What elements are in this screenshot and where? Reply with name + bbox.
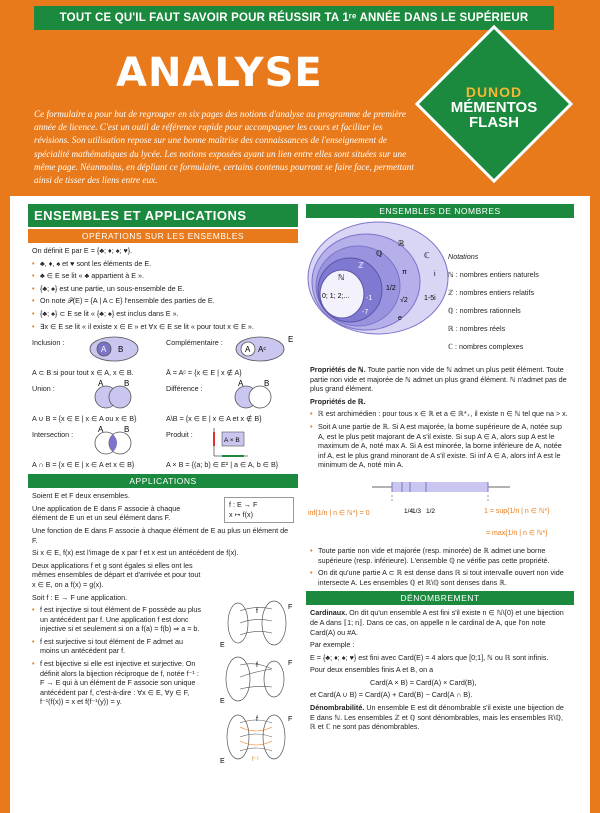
map-box-line1: f : E → F xyxy=(229,500,258,510)
app-line-3: Si x ∈ E, f(x) est l'image de x par f et x est un antécédent de f(x). xyxy=(32,548,239,558)
tick-1-2: 1/2 xyxy=(426,507,436,515)
denombrabilite-text: Un ensemble E est dit dénombrable s'il existe une bijection de E dans ℕ. Les ensembles ℤ et ℚ sont dénombrables, mais les ensembles ℝ\ℚ, ℝ et ℂ ne sont pas dénombrables. xyxy=(310,703,564,732)
sample-q: 1/2 xyxy=(386,285,396,292)
venn-grid xyxy=(32,334,294,470)
surj-f: f xyxy=(256,662,258,670)
notations-list xyxy=(448,248,574,356)
complement-diagram xyxy=(232,334,302,364)
prop-r-bullet-2: • Toute partie non vide et majorée (resp. minorée) de ℝ admet une borne supérieure (resp. inférieure). L'ensemble ℚ ne vérifie pas cette propriété. xyxy=(310,546,570,565)
sample-e: e xyxy=(398,315,402,322)
notations-title: Notations xyxy=(448,252,479,261)
intersection-b: B xyxy=(124,426,130,435)
sample-z2: -7 xyxy=(362,309,369,316)
ops-line-1: • ♣, ♦, ♠ et ♥ sont les éléments de E. xyxy=(32,259,294,269)
tagline: TOUT CE QU'IL FAUT SAVOIR POUR RÉUSSIR TA 1ʳᵉ ANNÉE DANS LE SUPÉRIEUR xyxy=(34,6,554,30)
intersection-label: Intersection : xyxy=(32,430,74,440)
inclusion-b: B xyxy=(118,345,124,355)
logo xyxy=(430,84,558,130)
difference-formula: A\B = {x ∈ E | x ∈ A et x ∉ B} xyxy=(166,414,262,424)
section-title-ensembles: ENSEMBLES ET APPLICATIONS xyxy=(28,204,298,227)
product-formula: A × B = {(a; b) ∈ E² | a ∈ A, b ∈ B} xyxy=(166,460,279,470)
notation-N: ℕ : nombres entiers naturels xyxy=(448,270,539,279)
prop-r-bullet-3: • On dit qu'une partie A ⊂ ℝ est dense dans ℝ si tout intervalle ouvert non vide intersecte A. Les ensembles ℚ et ℝ\ℚ sont denses dans ℝ. xyxy=(310,568,570,587)
prop-r-title: Propriétés de ℝ. xyxy=(310,396,366,406)
app-bullet-injective: • f est injective si tout élément de F possède au plus un antécédent par f. Une application f est donc injective si et seulement si on a f(a) = f(b) ⇒ a = b. xyxy=(32,605,202,634)
intersection-diagram xyxy=(84,426,144,458)
complement-label: Complémentaire : xyxy=(166,338,223,348)
bij-F: F xyxy=(288,716,293,724)
example-text: E = {♣; ♦; ♠; ♥} est fini avec Card(E) = 4 alors que [0;1], ℕ ou ℝ sont infinis. xyxy=(310,652,549,662)
prop-n-title: Propriétés de ℕ. xyxy=(310,365,366,374)
left-edge-bar xyxy=(0,196,10,813)
sup-inf-illustration xyxy=(306,473,574,543)
right-column xyxy=(306,204,574,735)
complement-e: E xyxy=(288,335,294,345)
inj-f: f xyxy=(256,608,258,616)
app-line-2: Une fonction de E dans F associe à chaque élément de E au plus un élément de F. xyxy=(32,525,289,545)
venn-inclusion xyxy=(32,334,160,378)
product-label: Produit : xyxy=(166,430,193,440)
ops-line-2: • ♣ ∈ E se lit « ♣ appartient à E ». xyxy=(32,271,294,281)
venn-complement xyxy=(166,334,294,378)
union-a: A xyxy=(98,380,104,389)
sup-formula: 1 = sup{1/n | n ∈ ℕ*} xyxy=(484,507,550,515)
difference-diagram xyxy=(224,380,284,412)
notation-R: ℝ : nombres réels xyxy=(448,324,506,333)
difference-b: B xyxy=(264,380,270,389)
denombrement-title: DÉNOMBREMENT xyxy=(306,591,574,605)
card-product-formula: Card(A × B) = Card(A) × Card(B), xyxy=(370,677,477,687)
intro-text: Ce formulaire a pour but de regrouper en six pages des notions d'analyse au programme de première année de licence. C'est un outil de référence rapide pour accompagner les cours et faciliter les révisions. Son utilisation repose sur une bonne maîtrise des connaissances de l'enseignement de spécialité mathématiques du lycée. Les notions exposées ayant un lien entre elles sont situées sur une même page. Néanmoins, en dépliant ce formulaire, certains contenus pourront se faire face, permettant ainsi de tisser des liens entre eux. xyxy=(34,109,414,186)
ops-line-6: • ∃x ∈ E se lit « il existe x ∈ E » et ∀x ∈ E se lit « pour tout x ∈ E ». xyxy=(32,322,294,332)
max-formula: = max{1/n | n ∈ ℕ*} xyxy=(486,529,548,537)
set-C: ℂ xyxy=(424,251,430,260)
set-R: ℝ xyxy=(398,239,405,248)
cardinaux xyxy=(310,608,570,637)
notation-C: ℂ : nombres complexes xyxy=(448,342,524,351)
prop-r-bullet-0: • ℝ est archimédien : pour tous x ∈ ℝ et a ∈ ℝ*₊, il existe n ∈ ℕ tel que na > x. xyxy=(310,409,570,419)
prop-r-bullet-1: • Soit A une partie de ℝ. Si A est majorée, la borne supérieure de A, notée sup A, est le plus petit majorant de A s'il existe. Si sup A ∈ A, alors sup A est le maximum de A, noté max A. Si A est minorée, la borne inférieure de A, notée inf A, est le plus grand minorant de A s'il existe. Si inf A ∈ A, alors inf A est le minimum de A, noté min A. xyxy=(310,422,570,470)
cardinaux-title: Cardinaux. xyxy=(310,608,348,618)
two-sets-text: Pour deux ensembles finis A et B, on a xyxy=(310,665,434,675)
venn-intersection xyxy=(32,426,160,470)
notation-Z: ℤ : nombres entiers relatifs xyxy=(448,288,535,297)
union-b: B xyxy=(124,380,130,389)
venn-difference xyxy=(166,380,294,424)
venn-union xyxy=(32,380,160,424)
complement-formula: Ā = Aᶜ = {x ∈ E | x ∉ A} xyxy=(166,368,242,378)
tick-1-4: 1/4 xyxy=(404,507,414,515)
intersection-a: A xyxy=(98,426,104,435)
cardinaux-text: On dit qu'un ensemble A est fini s'il existe n ∈ ℕ\{0} et une bijection de A dans ⟦1; n⟧. Dans ce cas, on appelle n le cardinal de A, que l'on note Card(A) ou #A. xyxy=(310,608,564,637)
sup-inf-axis xyxy=(306,473,574,543)
app-line-5: Soit f : E → F une application. xyxy=(32,592,128,602)
left-column xyxy=(28,204,298,766)
logo-line3: FLASH xyxy=(469,114,519,131)
app-line-0: Soient E et F deux ensembles. xyxy=(32,491,130,501)
notation-Q: ℚ : nombres rationnels xyxy=(448,306,521,315)
app-bullet-bijective: • f est bijective si elle est injective et surjective. On définit alors la bijection réciproque de f, notée f⁻¹ : F → E qui à un élément de F associe son unique antécédent par f, c'est-à-dire : ∀x ∈ E, ∀y ∈ F, f⁻¹(f(x)) = x et f(f⁻¹(y)) = y. xyxy=(32,659,202,707)
ops-line-0: On définit E par E = {♣; ♦; ♠; ♥}. xyxy=(32,246,133,255)
complement-ac: Aᶜ xyxy=(258,345,267,355)
nested-sets-diagram xyxy=(306,220,456,336)
sample-pi: π xyxy=(402,269,407,276)
example-label: Par exemple : xyxy=(310,640,355,650)
sample-n: 0; 1; 2;... xyxy=(322,293,350,300)
bij-E: E xyxy=(220,758,225,766)
map-box-line2: x ↦ f(x) xyxy=(229,510,253,520)
set-N: ℕ xyxy=(338,273,345,282)
app-line-4: Deux applications f et g sont égales si elles ont les mêmes ensembles de départ et d'arrivée et pour tout x ∈ E, on a f(x) = g(x). xyxy=(32,560,201,589)
app-line-1: Une application de E dans F associe à chaque élément de E un et un seul élément dans F. xyxy=(32,503,181,523)
page-title: ANALYSE xyxy=(116,50,323,96)
sample-sqrt2: √2 xyxy=(400,297,408,304)
nombres-block xyxy=(306,218,574,351)
header-banner xyxy=(0,0,600,196)
sample-i: i xyxy=(434,271,436,278)
product-axb: A × B xyxy=(224,437,240,445)
inclusion-label: Inclusion : xyxy=(32,338,65,348)
applications-title: APPLICATIONS xyxy=(28,474,298,488)
venn-product xyxy=(166,426,294,470)
sample-complex: 1-5i xyxy=(424,295,436,302)
denombrabilite-title: Dénombrabilité. xyxy=(310,703,365,713)
complement-a: A xyxy=(245,345,251,355)
inclusion-a: A xyxy=(101,345,107,355)
set-Q: ℚ xyxy=(376,249,383,258)
inj-E: E xyxy=(220,642,225,650)
union-label: Union : xyxy=(32,384,55,394)
bij-f: f xyxy=(256,716,258,724)
nombres-title: ENSEMBLES DE NOMBRES xyxy=(306,204,574,218)
set-Z: ℤ xyxy=(358,261,364,270)
difference-label: Différence : xyxy=(166,384,203,394)
app-bullet-surjective: • f est surjective si tout élément de F admet au moins un antécédent par f. xyxy=(32,637,202,656)
surj-F: F xyxy=(288,660,293,668)
right-edge-bar xyxy=(590,196,600,813)
logo-line1: DUNOD xyxy=(465,84,523,100)
intersection-formula: A ∩ B = {x ∈ E | x ∈ A et x ∈ B} xyxy=(32,460,135,470)
inj-F: F xyxy=(288,604,293,612)
prop-n xyxy=(310,365,570,394)
ops-line-4: • On note 𝒫(E) = {A | A ⊂ E} l'ensemble des parties de E. xyxy=(32,296,294,306)
difference-a: A xyxy=(238,380,244,389)
ops-line-3: • {♣; ♠} est une partie, un sous-ensemble de E. xyxy=(32,284,294,294)
surj-E: E xyxy=(220,698,225,706)
surjective-diagram xyxy=(220,657,292,705)
union-formula: A ∪ B = {x ∈ E | x ∈ A ou x ∈ B} xyxy=(32,414,137,424)
ops-title: OPÉRATIONS SUR LES ENSEMBLES xyxy=(28,229,298,243)
applications-block xyxy=(28,491,298,766)
mapping-diagrams xyxy=(216,599,296,769)
map-box xyxy=(224,497,294,523)
card-union-formula: et Card(A ∪ B) = Card(A) + Card(B) − Card(A ∩ B). xyxy=(310,690,473,700)
inclusion-formula: A ⊂ B si pour tout x ∈ A, x ∈ B. xyxy=(32,368,134,378)
inf-formula: inf{1/n | n ∈ ℕ*} = 0 xyxy=(308,509,370,517)
tick-1-3: 1/3 xyxy=(412,507,422,515)
ops-line-5: • {♣; ♠} ⊂ E se lit « {♣; ♠} est inclus dans E ». xyxy=(32,309,294,319)
injective-diagram xyxy=(220,601,292,649)
union-diagram xyxy=(84,380,144,412)
bij-finv: f⁻¹ xyxy=(252,757,259,764)
denombrabilite xyxy=(310,703,570,732)
inclusion-diagram xyxy=(84,334,144,364)
product-diagram xyxy=(208,426,278,458)
bijective-diagram xyxy=(220,715,292,765)
prop-n-text: Toute partie non vide de ℕ admet un plus petit élément. Toute partie non vide et majorée de ℕ admet un plus grand élément. ℕ n'admet pas de plus grand élément. xyxy=(310,365,567,394)
sample-z1: -1 xyxy=(366,295,373,302)
logo-line2: MÉMENTOS xyxy=(450,99,538,116)
